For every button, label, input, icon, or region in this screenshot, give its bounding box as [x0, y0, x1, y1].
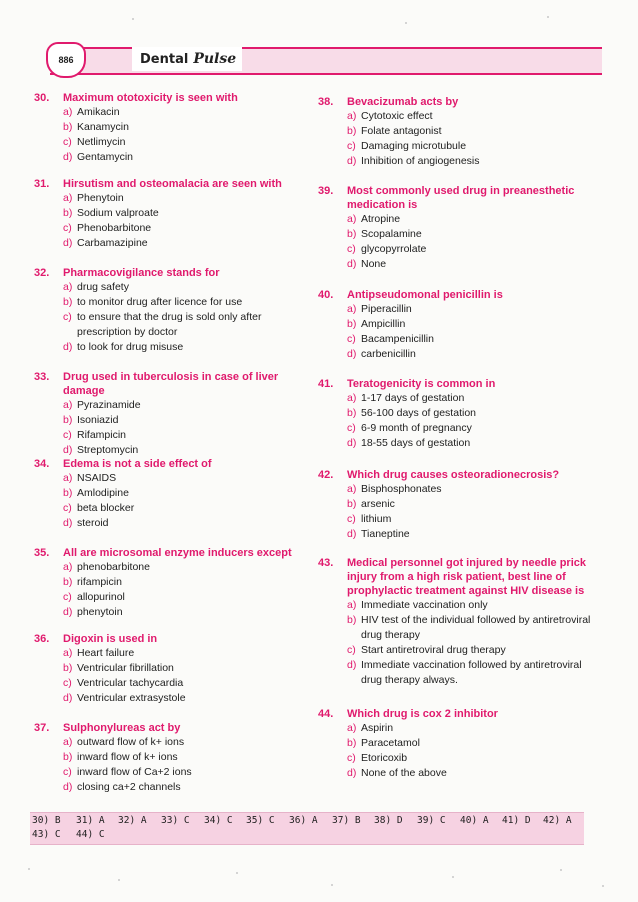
answer-item: 33) C: [161, 815, 190, 826]
question-33: [34, 370, 312, 458]
option-c: c) Damaging microtubule: [347, 140, 467, 152]
question-text: Sulphonylureas act by: [63, 722, 181, 734]
option-d: d) steroid: [63, 517, 109, 529]
option-d: d) to look for drug misuse: [63, 341, 184, 353]
option-b: b) inward flow of k+ ions: [63, 751, 178, 763]
option-c: c) Start antiretroviral drug therapy: [347, 644, 506, 656]
question-number: 31.: [34, 178, 50, 190]
question-number: 35.: [34, 547, 50, 559]
answer-item: 40) A: [460, 815, 489, 826]
question-text: All are microsomal enzyme inducers except: [63, 547, 292, 559]
option-d: d) closing ca+2 channels: [63, 781, 181, 793]
option-d: d) 18-55 days of gestation: [347, 437, 471, 449]
option-d: d) phenytoin: [63, 606, 123, 618]
answer-item: 37) B: [332, 815, 361, 826]
option-b: b) Folate antagonist: [347, 125, 442, 137]
answer-item: 32) A: [118, 815, 147, 826]
question-37: [34, 721, 312, 795]
answer-item: 41) D: [502, 815, 531, 826]
question-number: 43.: [318, 557, 334, 569]
option-a: a) 1-17 days of gestation: [347, 392, 465, 404]
option-d: d) Streptomycin: [63, 444, 139, 456]
question-number: 42.: [318, 469, 334, 481]
question-number: 40.: [318, 289, 334, 301]
option-c: c) Phenobarbitone: [63, 222, 152, 234]
option-a: a) Immediate vaccination only: [347, 599, 488, 611]
question-31: [34, 177, 312, 251]
answer-item: 42) A: [543, 815, 572, 826]
question-36: [34, 632, 312, 706]
answer-item: 31) A: [76, 815, 105, 826]
option-b: b) Ventricular fibrillation: [63, 662, 174, 674]
option-a: a) Amikacin: [63, 106, 120, 118]
question-38: [318, 95, 602, 169]
option-d: d) None: [347, 258, 387, 270]
answer-item: 36) A: [289, 815, 318, 826]
answer-item: 30) B: [32, 815, 61, 826]
option-c: c) glycopyrrolate: [347, 243, 427, 255]
option-b: b) Paracetamol: [347, 737, 420, 749]
option-d: d) Inhibition of angiogenesis: [347, 155, 480, 167]
question-30: [34, 91, 312, 165]
question-text: Digoxin is used in: [63, 633, 158, 645]
tooth-badge: [46, 42, 86, 78]
question-40: [318, 288, 602, 362]
option-c: c) Bacampenicillin: [347, 333, 434, 345]
option-a: a) Heart failure: [63, 647, 135, 659]
question-text: Most commonly used drug in preanesthetic medication is: [347, 185, 575, 211]
option-c: c) inward flow of Ca+2 ions: [63, 766, 192, 778]
option-d: d) None of the above: [347, 767, 447, 779]
answer-item: 39) C: [417, 815, 446, 826]
option-a: a) outward flow of k+ ions: [63, 736, 185, 748]
option-a: a) Cytotoxic effect: [347, 110, 433, 122]
option-b: b) Kanamycin: [63, 121, 129, 133]
question-text: Maximum ototoxicity is seen with: [63, 92, 238, 104]
question-text: Antipseudomonal penicillin is: [347, 289, 503, 301]
answer-item: 44) C: [76, 829, 105, 840]
option-a: a) Pyrazinamide: [63, 399, 141, 411]
answer-key: [30, 812, 584, 845]
question-41: [318, 377, 602, 451]
option-c: c) allopurinol: [63, 591, 125, 603]
question-42: [318, 468, 602, 542]
option-b: b) Scopalamine: [347, 228, 422, 240]
option-d: d) carbenicillin: [347, 348, 416, 360]
option-d: d) Immediate vaccination followed by antiretroviral drug therapy always.: [347, 659, 582, 686]
question-43: [318, 556, 602, 688]
brand-pulse-text: Pulse: [193, 51, 237, 67]
question-32: [34, 266, 312, 355]
option-d: d) Gentamycin: [63, 151, 134, 163]
option-b: b) rifampicin: [63, 576, 122, 588]
option-d: d) Carbamazipine: [63, 237, 148, 249]
option-a: a) NSAIDS: [63, 472, 117, 484]
option-b: b) Ampicillin: [347, 318, 406, 330]
question-text: Pharmacovigilance stands for: [63, 267, 220, 279]
option-a: a) drug safety: [63, 281, 129, 293]
option-c: c) lithium: [347, 513, 392, 525]
option-a: a) Piperacillin: [347, 303, 412, 315]
answer-item: 34) C: [204, 815, 233, 826]
option-c: c) Netlimycin: [63, 136, 126, 148]
option-b: b) to monitor drug after licence for use: [63, 296, 243, 308]
question-number: 37.: [34, 722, 50, 734]
option-a: a) Atropine: [347, 213, 401, 225]
option-a: a) Phenytoin: [63, 192, 124, 204]
option-c: c) 6-9 month of pregnancy: [347, 422, 472, 434]
question-35: [34, 546, 312, 620]
option-b: b) 56-100 days of gestation: [347, 407, 476, 419]
option-c: c) beta blocker: [63, 502, 135, 514]
brand-logo: [132, 47, 242, 71]
option-b: b) Amlodipine: [63, 487, 129, 499]
answer-item: 38) D: [374, 815, 403, 826]
option-b: b) Sodium valproate: [63, 207, 159, 219]
answer-item: 35) C: [246, 815, 275, 826]
question-number: 44.: [318, 708, 334, 720]
option-a: a) Bisphosphonates: [347, 483, 442, 495]
question-34: [34, 457, 312, 531]
question-number: 30.: [34, 92, 50, 104]
question-text: Medical personnel got injured by needle prick injury from a high risk patient, best line of prophylactic treatment against HIV disease is: [347, 557, 586, 597]
question-number: 36.: [34, 633, 50, 645]
question-39: [318, 184, 602, 272]
option-b: b) HIV test of the individual followed by antiretroviral drug therapy: [347, 614, 591, 641]
question-text: Bevacizumab acts by: [347, 96, 459, 108]
question-number: 34.: [34, 458, 50, 470]
option-c: c) Rifampicin: [63, 429, 127, 441]
page-number: 886: [58, 55, 74, 65]
option-b: b) Isoniazid: [63, 414, 119, 426]
question-text: Which drug causes osteoradionecrosis?: [347, 469, 560, 481]
answer-item: 43) C: [32, 829, 61, 840]
option-c: c) Etoricoxib: [347, 752, 408, 764]
question-number: 41.: [318, 378, 334, 390]
question-text: Drug used in tuberculosis in case of liver damage: [63, 371, 279, 397]
question-text: Teratogenicity is common in: [347, 378, 496, 390]
option-a: a) Aspirin: [347, 722, 394, 734]
question-number: 32.: [34, 267, 50, 279]
question-44: [318, 707, 602, 781]
option-d: d) Tianeptine: [347, 528, 410, 540]
question-text: Hirsutism and osteomalacia are seen with: [63, 178, 282, 190]
option-c: c) Ventricular tachycardia: [63, 677, 184, 689]
option-a: a) phenobarbitone: [63, 561, 150, 573]
option-c: c) to ensure that the drug is sold only after prescription by doctor: [63, 311, 262, 338]
question-text: Edema is not a side effect of: [63, 458, 212, 470]
question-number: 33.: [34, 371, 50, 383]
option-d: d) Ventricular extrasystole: [63, 692, 186, 704]
question-number: 39.: [318, 185, 334, 197]
question-number: 38.: [318, 96, 334, 108]
brand-dental-text: Dental: [140, 51, 189, 67]
option-b: b) arsenic: [347, 498, 395, 510]
question-text: Which drug is cox 2 inhibitor: [347, 708, 498, 720]
